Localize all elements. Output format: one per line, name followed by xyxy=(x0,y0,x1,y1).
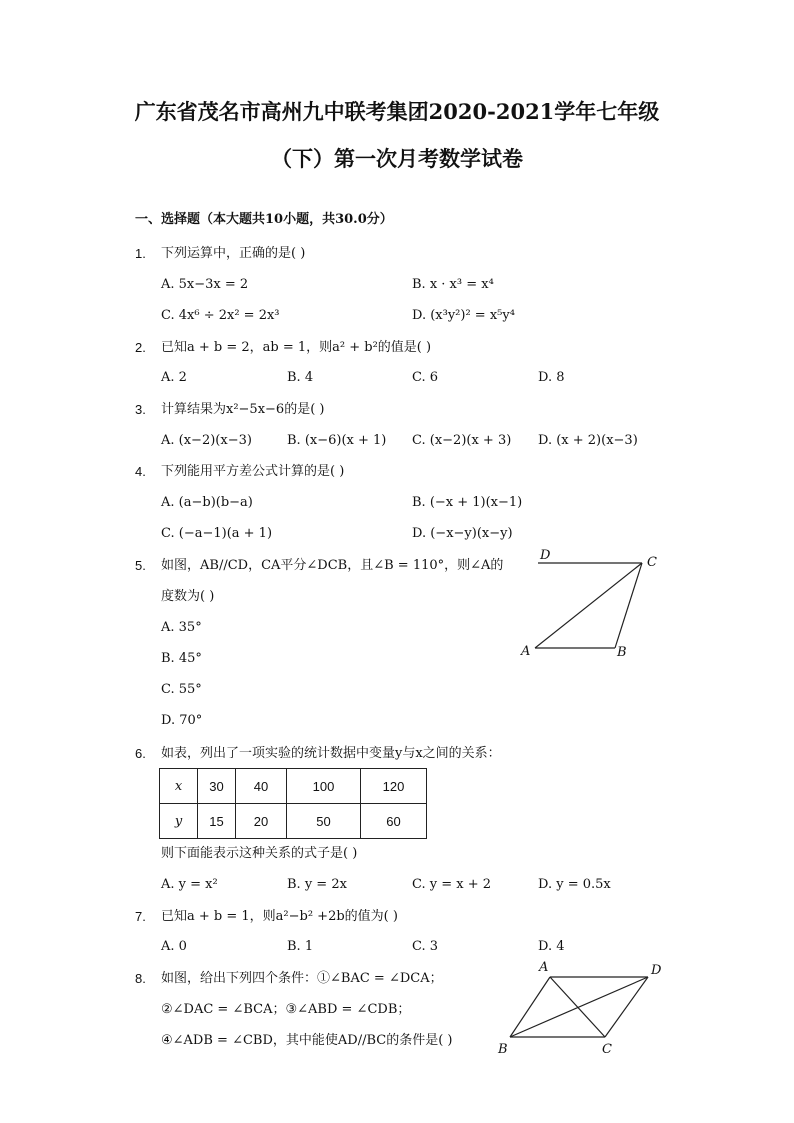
question-stem: 如图，AB//CD，CA平分∠DCB，且∠B = 110°，则∠A的 xyxy=(161,558,504,573)
question-number: 1. xyxy=(135,246,146,261)
label-d: D xyxy=(540,548,551,563)
option-a: A. 0 xyxy=(161,939,187,954)
option-d: D. 8 xyxy=(538,370,565,385)
option-c: C. 6 xyxy=(412,370,439,385)
question-stem: 计算结果为x²−5x−6的是( ) xyxy=(161,402,325,417)
question-stem: 已知a + b = 2，ab = 1，则a² + b²的值是( ) xyxy=(161,340,432,355)
table-cell: 40 xyxy=(236,769,287,804)
figure-q8 xyxy=(490,955,675,1060)
option-b: B. y = 2x xyxy=(287,877,347,892)
table-row xyxy=(160,804,427,839)
option-d: D. (x³y²)² = x⁵y⁴ xyxy=(412,308,515,323)
label-c: C xyxy=(647,555,657,570)
data-table xyxy=(159,768,427,839)
option-c: C. 55° xyxy=(161,682,202,697)
question-stem-line2: ②∠DAC = ∠BCA；③∠ABD = ∠CDB； xyxy=(161,1002,411,1017)
question-number: 2. xyxy=(135,340,146,355)
table-cell: 50 xyxy=(287,804,361,839)
question-stem-line3: ④∠ADB = ∠CBD，其中能使AD//BC的条件是( ) xyxy=(161,1033,453,1048)
question-stem: 已知a + b = 1，则a²−b² +2b的值为( ) xyxy=(161,909,398,924)
question-stem: 如图，给出下列四个条件：①∠BAC = ∠DCA； xyxy=(161,971,443,986)
question-stem-line2: 度数为( ) xyxy=(161,589,215,604)
option-b: B. (x−6)(x + 1) xyxy=(287,433,387,448)
table-cell: 15 xyxy=(198,804,236,839)
option-d: D. (−x−y)(x−y) xyxy=(412,526,513,541)
label-a: A xyxy=(539,960,549,975)
option-a: A. (a−b)(b−a) xyxy=(161,495,253,510)
option-d: D. 4 xyxy=(538,939,565,954)
label-d: D xyxy=(651,963,662,978)
option-b: B. 4 xyxy=(287,370,314,385)
option-b: B. (−x + 1)(x−1) xyxy=(412,495,523,510)
figure-q5 xyxy=(510,540,670,665)
table-cell: 100 xyxy=(287,769,361,804)
option-c: C. (−a−1)(a + 1) xyxy=(161,526,273,541)
option-a: A. 5x−3x = 2 xyxy=(161,277,249,292)
segment-ca xyxy=(535,563,642,648)
option-c: C. 3 xyxy=(412,939,439,954)
label-b: B xyxy=(617,645,627,660)
option-b: B. x · x³ = x⁴ xyxy=(412,277,494,292)
question-number: 4. xyxy=(135,464,146,479)
question-stem: 如表，列出了一项实验的统计数据中变量y与x之间的关系： xyxy=(161,746,501,761)
table-cell: 120 xyxy=(361,769,427,804)
page-title-line2: （下）第一次月考数学试卷 xyxy=(271,146,523,171)
label-a: A xyxy=(521,644,531,659)
question-number: 7. xyxy=(135,909,146,924)
option-a: A. 35° xyxy=(161,620,202,635)
segment-cb xyxy=(615,563,642,648)
option-b: B. 1 xyxy=(287,939,314,954)
option-a: A. (x−2)(x−3) xyxy=(161,433,252,448)
page-title-line1: 广东省茂名市高州九中联考集团2020-2021学年七年级 xyxy=(134,99,660,124)
label-c: C xyxy=(602,1042,612,1057)
question-stem-line2: 则下面能表示这种关系的式子是( ) xyxy=(161,846,358,861)
table-row xyxy=(160,769,427,804)
table-cell: y xyxy=(160,804,198,839)
option-a: A. 2 xyxy=(161,370,187,385)
table-cell: x xyxy=(160,769,198,804)
option-d: D. y = 0.5x xyxy=(538,877,611,892)
question-stem: 下列能用平方差公式计算的是( ) xyxy=(161,464,345,479)
question-number: 5. xyxy=(135,558,146,573)
option-d: D. 70° xyxy=(161,713,203,728)
table-cell: 20 xyxy=(236,804,287,839)
option-c: C. (x−2)(x + 3) xyxy=(412,433,512,448)
option-c: C. y = x + 2 xyxy=(412,877,492,892)
table-cell: 60 xyxy=(361,804,427,839)
question-number: 6. xyxy=(135,746,146,761)
option-b: B. 45° xyxy=(161,651,202,666)
table-cell: 30 xyxy=(198,769,236,804)
question-stem: 下列运算中，正确的是( ) xyxy=(161,246,306,261)
option-a: A. y = x² xyxy=(161,877,218,892)
label-b: B xyxy=(498,1042,508,1057)
option-c: C. 4x⁶ ÷ 2x² = 2x³ xyxy=(161,308,280,323)
question-number: 8. xyxy=(135,971,146,986)
option-d: D. (x + 2)(x−3) xyxy=(538,433,638,448)
question-number: 3. xyxy=(135,402,146,417)
section-heading: 一、选择题（本大题共10小题，共30.0分） xyxy=(135,212,393,227)
